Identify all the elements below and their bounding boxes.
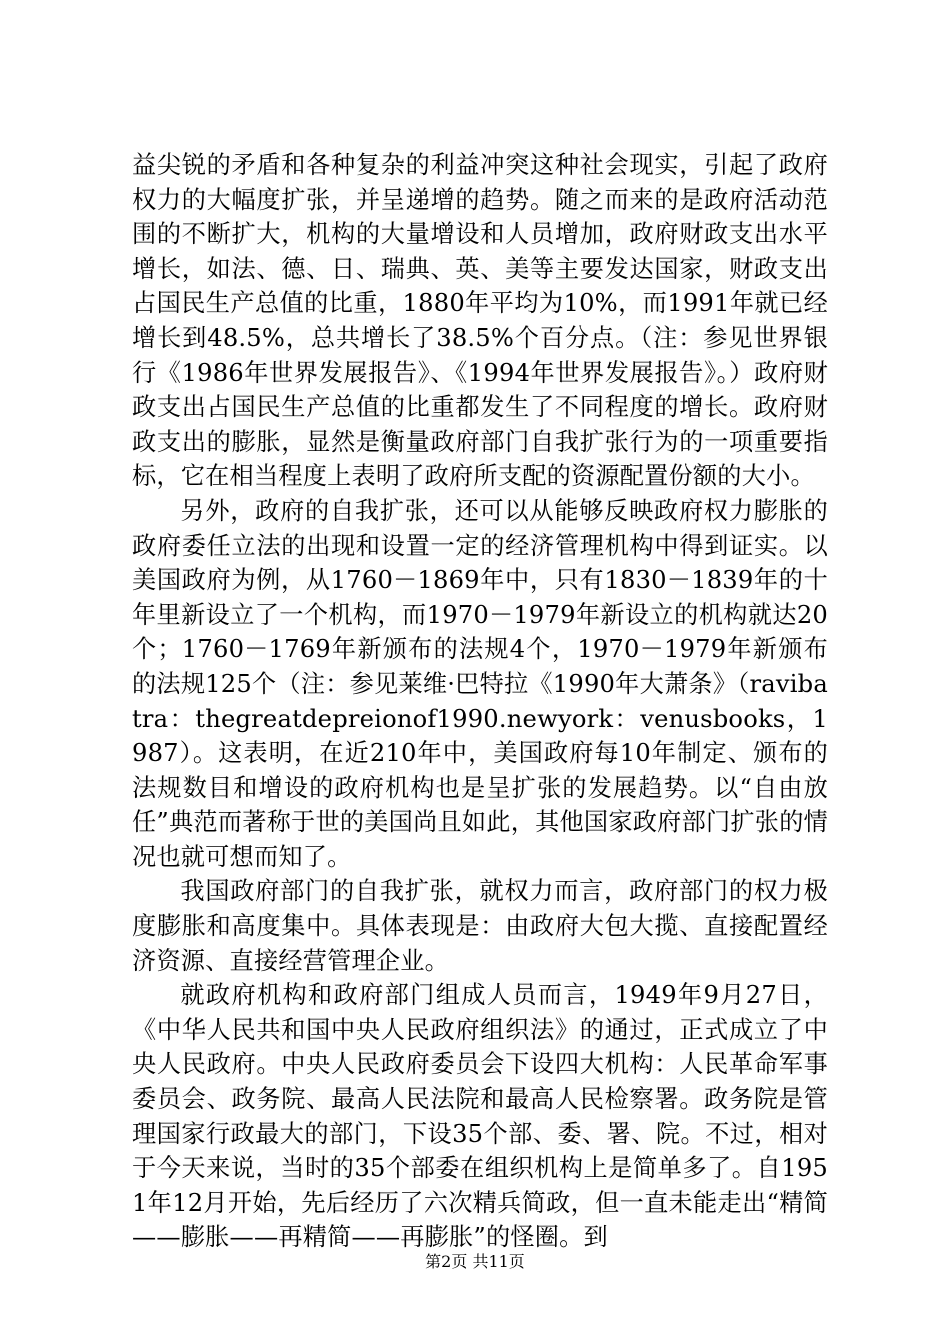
- paragraph: 就政府机构和政府部门组成人员而言，1949年9月27日，《中华人民共和国中央人民政府组织法》的通过，正式成立了中央人民政府。中央人民政府委员会下设四大机构：人民革命军事委员会、政务院、最高人民法院和最高人民检察署。政务院是管理国家行政最大的部门，下设35个部、委、署、院。不过，相对于今天来说，当时的35个部委在组织机构上是简单多了。自1951年12月开始，先后经历了六次精兵简政，但一直未能走出“精简——膨胀——再精简——再膨胀”的怪圈。到: [132, 981, 828, 1252]
- paragraph: 另外，政府的自我扩张，还可以从能够反映政府权力膨胀的政府委任立法的出现和设置一定的经济管理机构中得到证实。以美国政府为例，从1760－1869年中，只有1830－1839年的十年里新设立了一个机构，而1970－1979年新设立的机构就达20个；1760－1769年新颁布的法规4个，1970－1979年新颁布的法规125个（注：参见莱维·巴特拉《1990年大萧条》（ravibatra：thegreatdepreionof1990.newyork：venusbooks，1987）。这表明，在近210年中，美国政府每10年制定、颁布的法规数目和增设的政府机构也是呈扩张的发展趋势。以“自由放任”典范而著称于世的美国尚且如此，其他国家政府部门扩张的情况也就可想而知了。: [132, 496, 828, 871]
- paragraph: 我国政府部门的自我扩张，就权力而言，政府部门的权力极度膨胀和高度集中。具体表现是：由政府大包大揽、直接配置经济资源、直接经营管理企业。: [132, 877, 828, 975]
- body-text: [132, 148, 828, 1255]
- page-footer: 第2页 共11页: [425, 1252, 525, 1271]
- paragraph: 益尖锐的矛盾和各种复杂的利益冲突这种社会现实，引起了政府权力的大幅度扩张，并呈递增的趋势。随之而来的是政府活动范围的不断扩大，机构的大量增设和人员增加，政府财政支出水平增长，如法、德、日、瑞典、英、美等主要发达国家，财政支出占国民生产总值的比重，1880年平均为10%，而1991年就已经增长到48.5%，总共增长了38.5%个百分点。（注：参见世界银行《1986年世界发展报告》、《1994年世界发展报告》。）政府财政支出占国民生产总值的比重都发生了不同程度的增长。政府财政支出的膨胀，显然是衡量政府部门自我扩张行为的一项重要指标，它在相当程度上表明了政府所支配的资源配置份额的大小。: [132, 151, 828, 491]
